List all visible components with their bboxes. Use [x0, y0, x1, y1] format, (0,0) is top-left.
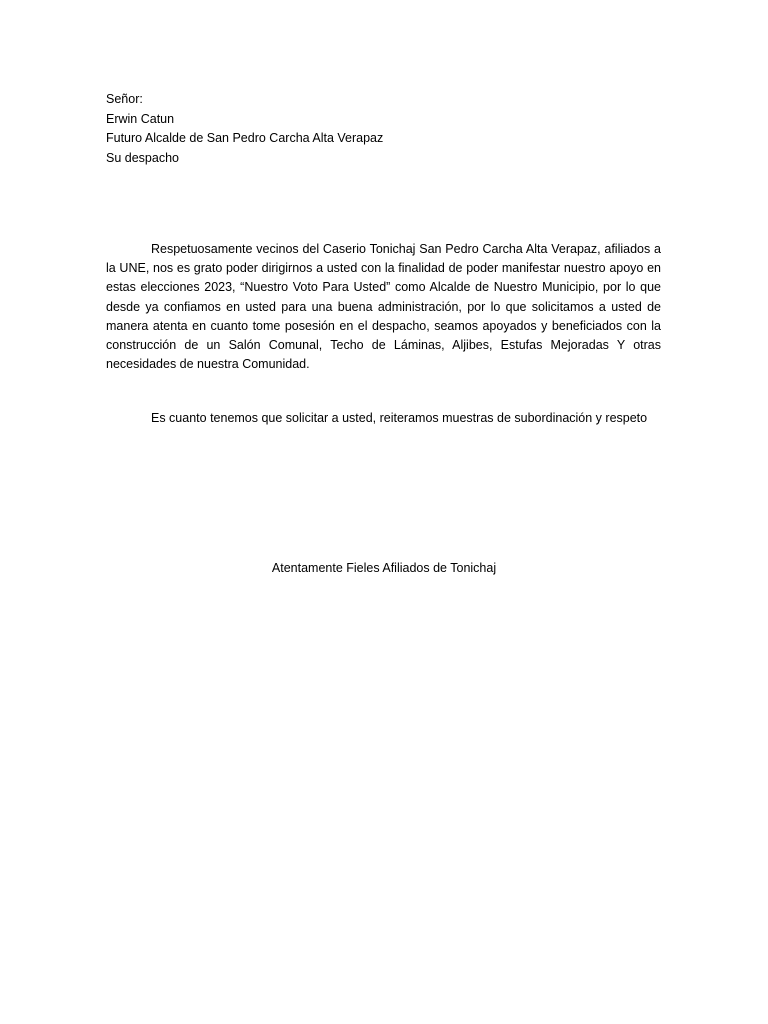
recipient-office: Su despacho — [106, 150, 179, 165]
signature-line: Atentamente Fieles Afiliados de Tonichaj — [271, 561, 497, 575]
recipient-title: Futuro Alcalde de San Pedro Carcha Alta Verapaz — [106, 131, 384, 145]
recipient-address-block — [106, 90, 666, 168]
salutation: Señor: — [106, 92, 143, 106]
closing-paragraph: Es cuanto tenemos que solicitar a usted, reiteramos muestras de subordinación y respeto — [151, 411, 648, 425]
recipient-name: Erwin Catun — [106, 111, 175, 126]
body-paragraph: Respetuosamente vecinos del Caserio Tonichaj San Pedro Carcha Alta Verapaz, afiliados a la UNE, nos es grato poder dirigirnos a usted con la finalidad de poder manifestar nuestro apoyo en estas elecciones 2023, “Nuestro Voto Para Usted” como Alcalde de Nuestro Municipio, por lo que desde ya confiamos en usted para una buena administración, por lo que solicitamos a usted de manera atenta en cuanto tome posesión en el despacho, seamos apoyados y beneficiados con la construcción de un Salón Comunal, Techo de Láminas, Aljibes, Estufas Mejoradas Y otras necesidades de nuestra Comunidad. — [106, 242, 661, 372]
